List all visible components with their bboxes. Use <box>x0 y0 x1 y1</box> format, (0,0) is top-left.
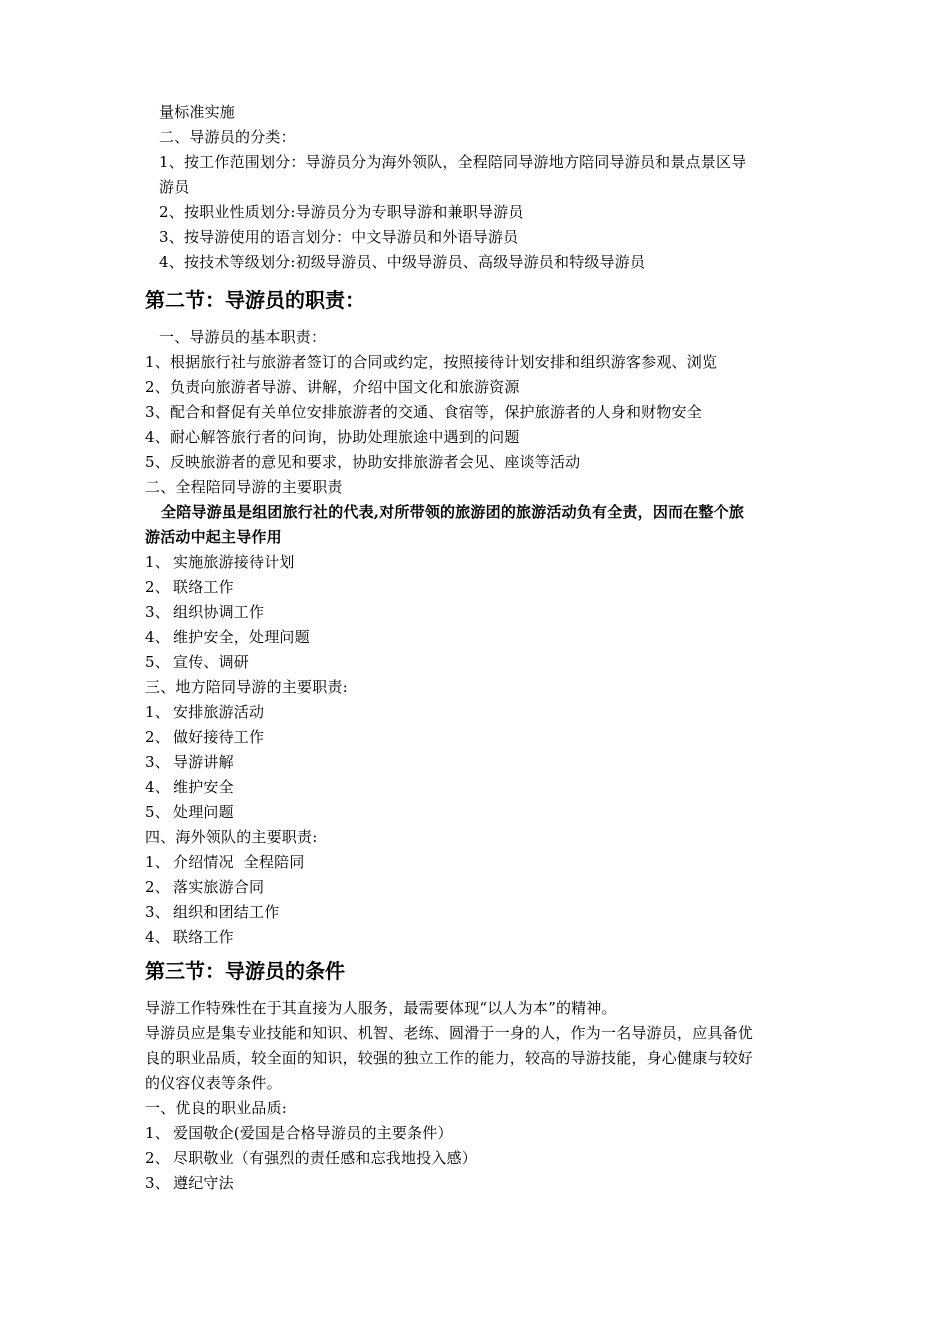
list-item <box>145 776 234 798</box>
subsection-heading: 四、海外领队的主要职责: <box>145 828 318 846</box>
item-text: 联络工作 <box>173 928 234 946</box>
list-item <box>145 601 264 623</box>
list-item-continuation: 游员 <box>159 178 190 196</box>
list-item: 1、按工作范围划分：导游员分为海外领队，全程陪同导游地方陪同导游员和景点景区导 <box>159 153 747 171</box>
list-item <box>145 751 234 773</box>
subsection-heading: 二、导游员的分类： <box>159 128 296 146</box>
item-text: 做好接待工作 <box>173 728 265 746</box>
list-item: 1、根据旅行社与旅游者签订的合同或约定，按照接待计划安排和组织游客参观、浏览 <box>145 353 718 371</box>
list-item <box>145 551 295 573</box>
item-text: 安排旅游活动 <box>173 703 265 721</box>
list-item: 3、按导游使用的语言划分：中文导游员和外语导游员 <box>159 228 519 246</box>
item-text: 落实旅游合同 <box>173 878 265 896</box>
item-number: 1、 <box>145 703 170 721</box>
item-number: 4、 <box>145 778 170 796</box>
text-line: 量标准实施 <box>159 103 236 121</box>
item-number: 1、 <box>145 853 170 871</box>
subsection-heading: 二、全程陪同导游的主要职责 <box>145 478 343 496</box>
item-text: 爱国敬企(爱国是合格导游员的主要条件） <box>173 1124 453 1142</box>
list-item <box>145 901 279 923</box>
item-number: 3、 <box>145 903 170 921</box>
item-text: 导游讲解 <box>173 753 234 771</box>
item-number: 2、 <box>145 578 170 596</box>
item-text: 介绍情况 全程陪同 <box>173 853 305 871</box>
list-item: 4、耐心解答旅行者的问询，协助处理旅途中遇到的问题 <box>145 428 520 446</box>
item-number: 5、 <box>145 803 170 821</box>
item-number: 4、 <box>145 628 170 646</box>
item-number: 1、 <box>145 553 170 571</box>
item-number: 3、 <box>145 753 170 771</box>
bold-paragraph-continuation: 游活动中起主导作用 <box>145 528 282 546</box>
item-text: 处理问题 <box>173 803 234 821</box>
section-title: 第二节：导游员的职责： <box>145 288 365 312</box>
item-text: 维护安全 <box>173 778 234 796</box>
list-item <box>145 626 310 648</box>
item-number: 2、 <box>145 878 170 896</box>
list-item <box>145 1147 477 1169</box>
paragraph: 导游工作特殊性在于其直接为人服务，最需要体现“以人为本”的精神。 <box>145 999 617 1017</box>
paragraph: 导游员应是集专业技能和知识、机智、老练、圆滑于一身的人，作为一名导游员，应具备优 <box>145 1024 754 1042</box>
list-item <box>145 801 234 823</box>
subsection-heading: 一、优良的职业品质: <box>145 1099 288 1117</box>
subsection-heading: 三、地方陪同导游的主要职责: <box>145 678 348 696</box>
list-item <box>145 576 234 598</box>
item-number: 5、 <box>145 653 170 671</box>
item-text: 联络工作 <box>173 578 234 596</box>
list-item: 4、按技术等级划分:初级导游员、中级导游员、高级导游员和特级导游员 <box>159 253 646 271</box>
list-item <box>145 926 234 948</box>
list-item <box>145 701 264 723</box>
bold-paragraph: 全陪导游虽是组团旅行社的代表,对所带领的旅游团的旅游活动负有全责，因而在整个旅 <box>161 503 745 521</box>
item-text: 尽职敬业（有强烈的责任感和忘我地投入感） <box>173 1149 478 1167</box>
item-number: 2、 <box>145 1149 170 1167</box>
item-number: 1、 <box>145 1124 170 1142</box>
list-item <box>145 1122 453 1144</box>
item-text: 实施旅游接待计划 <box>173 553 295 571</box>
list-item <box>145 876 264 898</box>
item-text: 组织和团结工作 <box>173 903 280 921</box>
item-text: 遵纪守法 <box>173 1174 234 1192</box>
list-item: 3、配合和督促有关单位安排旅游者的交通、食宿等，保护旅游者的人身和财物安全 <box>145 403 702 421</box>
subsection-heading: 一、导游员的基本职责： <box>159 328 327 346</box>
section-title: 第三节：导游员的条件 <box>145 959 345 983</box>
list-item: 2、负责向旅游者导游、讲解，介绍中国文化和旅游资源 <box>145 378 520 396</box>
list-item <box>145 1172 234 1194</box>
paragraph-continuation: 的仪容仪表等条件。 <box>145 1074 282 1092</box>
item-number: 4、 <box>145 928 170 946</box>
list-item <box>145 726 264 748</box>
list-item <box>145 851 305 873</box>
item-number: 2、 <box>145 728 170 746</box>
item-number: 3、 <box>145 1174 170 1192</box>
item-text: 宣传、调研 <box>173 653 250 671</box>
list-item <box>145 651 249 673</box>
item-text: 维护安全，处理问题 <box>173 628 310 646</box>
list-item: 2、按职业性质划分:导游员分为专职导游和兼职导游员 <box>159 203 524 221</box>
paragraph-continuation: 良的职业品质，较全面的知识，较强的独立工作的能力，较高的导游技能，身心健康与较好 <box>145 1049 754 1067</box>
item-number: 3、 <box>145 603 170 621</box>
item-text: 组织协调工作 <box>173 603 265 621</box>
list-item: 5、反映旅游者的意见和要求，协助安排旅游者会见、座谈等活动 <box>145 453 581 471</box>
